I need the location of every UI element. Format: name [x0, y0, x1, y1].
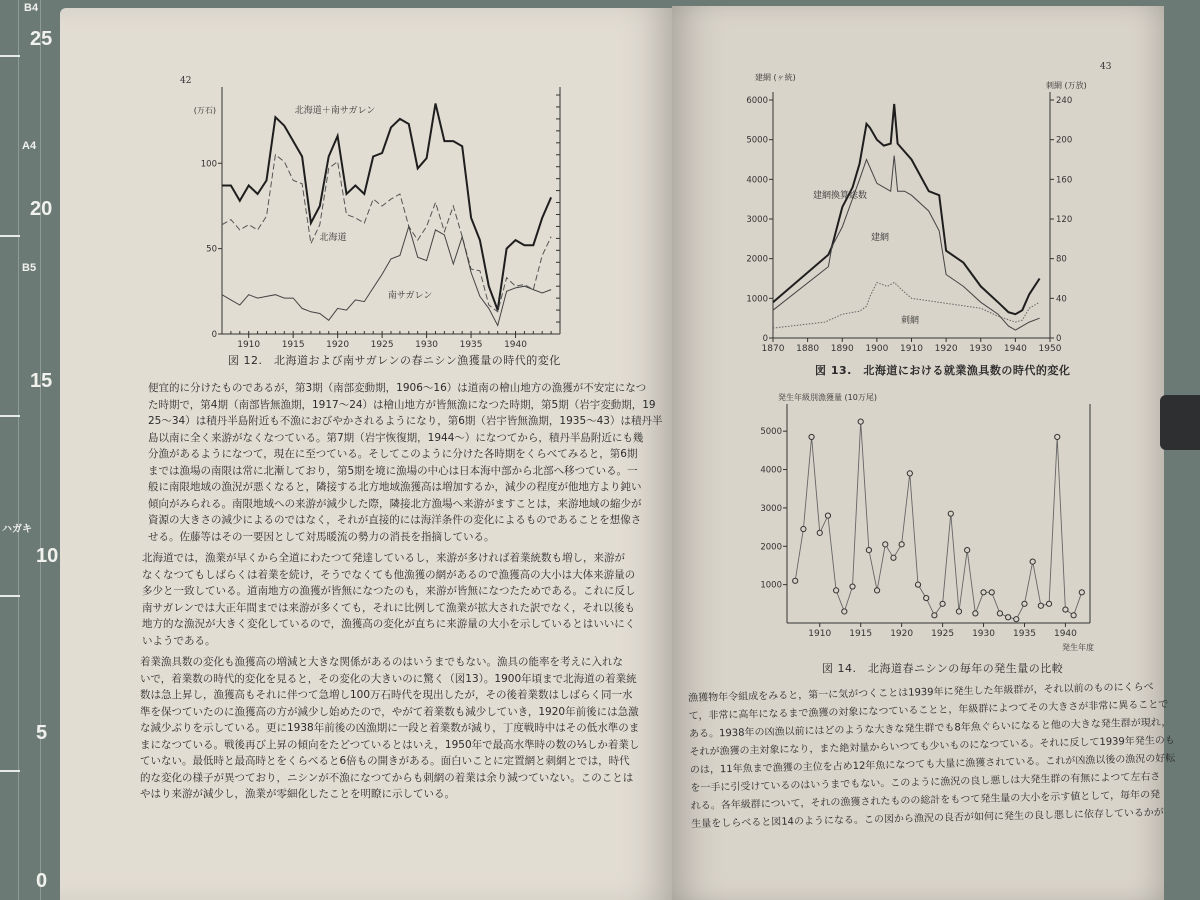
right-paragraph	[688, 678, 1177, 834]
text-line: 般に南限地域の漁況が悪くなると，隣接する北方地域漁獲高は増加するか，減少の程度が他地方より鈍い	[148, 481, 642, 493]
text-line: のは，11年魚まで漁獲の主位を占め12年魚になつても大量に漁獲されている。これが凶漁以後の漁況の好転	[689, 753, 1176, 776]
figure-14-caption: 図 14. 北海道春ニシンの毎年の発生量の比較	[822, 662, 1064, 675]
left-paragraph-3	[140, 654, 639, 803]
data-point-1926	[948, 511, 953, 516]
series-label-tateami: 建網	[870, 233, 890, 243]
data-point-1930	[981, 590, 986, 595]
ruler-label-postcard: ハガキ	[2, 524, 32, 535]
x-tick-label: 1910	[808, 629, 832, 639]
data-point-1923	[924, 595, 929, 600]
y-axis-unit-label: (万石)	[193, 106, 216, 115]
data-point-1937	[1038, 603, 1043, 608]
y-tick-label: 1000	[760, 580, 782, 591]
text-line: いで，着業数の時代的変化を見ると，その変化の大きいのに驚く（図13）。1900年頃まで北海道の着業統	[140, 672, 637, 685]
text-line: まになつている。戦後再び上昇の傾向をたどつているとはいえ，1950年で最高水準時の数の⅓しか着業し	[140, 738, 640, 751]
text-line: 資源の大きさの減少によるのではなく，それが直接的には海洋条件の変化によるものであることを想像さ	[148, 514, 642, 526]
text-line: ある。1938年の凶漁以前にはどのような大きな発生群でも8年魚ぐらいになると他の大きな発生群が現れ，	[688, 717, 1172, 740]
y-tick-label: 5000	[746, 135, 768, 146]
data-point-1909	[809, 434, 814, 439]
x-tick-label: 1870	[761, 344, 785, 354]
x-tick-label: 1940	[1053, 629, 1077, 639]
y-tick-label: 6000	[746, 96, 768, 106]
text-line: 多少と一致している。道南地方の漁獲が皆無になつたのも，来游が皆無になつたためである。これに反し	[142, 585, 636, 597]
y-tick-label: 100	[200, 159, 217, 170]
data-point-1921	[907, 471, 912, 476]
figure-13-chart	[746, 72, 1086, 354]
x-tick-label: 1880	[796, 344, 820, 354]
data-point-1938	[1046, 601, 1051, 606]
figure-13-caption: 図 13. 北海道における就業漁具数の時代的変化	[815, 364, 1071, 377]
text-line: なくなつてもしばらくは着業を続け，そうでなくても他漁獲の網があるので漁獲高の大小は大体来游量の	[142, 568, 636, 581]
data-point-1917	[874, 588, 879, 593]
ruler-label-b4: B4	[24, 2, 39, 14]
data-point-1934	[1014, 617, 1019, 622]
data-point-1942	[1079, 590, 1084, 595]
y-tick-label: 4000	[760, 465, 782, 476]
data-point-1914	[850, 584, 855, 589]
text-line: 的な変化の様子が異つており，ニシンが不漁になつてからも刺網の着業は余り減つていない。このことは	[140, 771, 634, 784]
figure-12-chart	[194, 87, 560, 350]
y-tick-label: 0	[762, 334, 768, 344]
ruler-label-10: 10	[36, 545, 59, 567]
y-tick-label: 4000	[746, 175, 768, 186]
x-tick-label: 1950	[1038, 344, 1062, 354]
data-point-1928	[965, 548, 970, 553]
ruler-label-15: 15	[30, 370, 53, 392]
text-line: せる。佐藤等はその一要因として対馬暖流の勢力の消長を指摘している。	[148, 530, 495, 543]
text-line: 傾向がみられる。南限地域への来游が減少した際，隣接北方漁場へ来游がますことは，来游地域の縮少が	[148, 497, 642, 510]
data-point-1922	[915, 582, 920, 587]
data-point-1929	[973, 611, 978, 616]
text-line: 南サガレンでは大正年間までは来游が多くても，それに比例して漁業が拡大された訳でなく，それ以後も	[142, 601, 635, 614]
ruler-label-20: 20	[30, 198, 53, 220]
text-line: 生量をしらべると図14のようになる。この図から漁況の良否が如何に発生の良し悪しに依存しているかが	[691, 807, 1165, 830]
data-point-1931	[989, 590, 994, 595]
y2-tick-label: 160	[1056, 175, 1073, 186]
text-line: て，非常に高年になるまで漁獲の対象になつていることと，年級群によつてその大きさが非常に異ることで	[688, 699, 1169, 722]
text-line: 漁獲物年令組成をみると，第一に気がつくことは1939年に発生した年級群が，それ以前のものにくらべ	[688, 681, 1154, 704]
text-line: た時期で，第4期（南部皆無漁期，1917～24）は檜山地方が皆無漁になつた時期，第5期（岩宇変動期，19	[148, 398, 656, 411]
data-point-1913	[842, 609, 847, 614]
text-line: 25～34）は積丹半島附近も不漁におびやかされるようになり，第6期（岩宇皆無漁期，1935～43）は積丹半	[148, 415, 663, 427]
figure-14-chart	[760, 392, 1094, 652]
y-tick-label: 1000	[746, 294, 768, 305]
data-point-1925	[940, 601, 945, 606]
data-point-1932	[997, 611, 1002, 616]
left-paragraph-1	[148, 380, 662, 545]
ruler-label-25: 25	[30, 28, 53, 50]
series-line-建網換算総数	[773, 104, 1040, 314]
y2-tick-label: 40	[1056, 294, 1067, 305]
x-tick-label: 1910	[900, 344, 923, 354]
text-line: それが漁獲の主対象になり，また絶対量からいつても少いものになつている。それに反して1939年発生のも	[689, 735, 1175, 758]
series-label-hokkaido: 北海道	[319, 233, 347, 243]
data-point-1910	[817, 530, 822, 535]
x-tick-label: 1935	[459, 340, 483, 350]
figure-12-caption: 図 12. 北海道および南サガレンの春ニシン漁獲量の時代的変化	[228, 354, 561, 367]
series-label-total: 建網換算総数	[812, 191, 868, 201]
text-line: を一手に引受けているのはいうまでもない。このように漁況の良し悪しは大発生群の有無によつて左右さ	[690, 771, 1161, 794]
series-label-total: 北海道＋南サガレン	[294, 106, 376, 116]
x-tick-label: 1940	[504, 340, 527, 350]
x-tick-label: 1920	[934, 344, 958, 354]
text-line: までは漁場の南限は常に北漸しており，第5期を境に漁場の中心は日本海中部から北部へ移つている。一	[148, 464, 638, 477]
y-tick-label: 5000	[760, 427, 782, 438]
x-tick-label: 1920	[890, 629, 914, 639]
data-point-1940	[1063, 607, 1068, 612]
x-tick-label: 1915	[849, 629, 873, 639]
x-tick-label: 1925	[370, 340, 394, 350]
series-label-sashiami: 刺網	[900, 316, 920, 326]
data-point-1912	[834, 588, 839, 593]
data-point-1915	[858, 419, 863, 424]
ruler-label-a4: A4	[22, 140, 37, 152]
y-axis-label: 発生年級別漁獲量 (10万尾)	[778, 393, 877, 402]
data-point-1933	[1006, 615, 1011, 620]
data-point-1920	[899, 542, 904, 547]
x-axis-label: 発生年度	[1062, 643, 1094, 652]
text-line: 島以南に全く来游がなくなつている。第7期（岩宇恢復期，1944～）になつてから，積丹半島附近にも幾	[148, 431, 644, 444]
page-number-right: 43	[1100, 62, 1112, 72]
data-point-1907	[793, 578, 798, 583]
text-line: 北海道では，漁業が早くから全道にわたつて発達しているし，来游が多ければ着業統数も増し，来游が	[142, 552, 625, 564]
data-point-1916	[866, 548, 871, 553]
text-line: 便宜的に分けたものであるが，第3期（南部変動期，1906～16）は道南の檜山地方の漁獲が不安定になつ	[148, 382, 647, 394]
x-tick-label: 1930	[415, 340, 439, 350]
text-line: やはり来游が減少し，漁業が零細化したことを明瞭に示している。	[140, 788, 455, 800]
data-point-1941	[1071, 613, 1076, 618]
y-tick-label: 3000	[760, 503, 782, 514]
data-point-1927	[956, 609, 961, 614]
data-point-1924	[932, 613, 937, 618]
x-tick-label: 1925	[931, 629, 955, 639]
text-line: ていない。最低時と最高時とをくらべると6倍もの開きがある。面白いことに定置網と刺網とでは，時代	[140, 755, 630, 767]
text-line: いようである。	[142, 634, 216, 647]
x-tick-label: 1920	[326, 340, 350, 350]
page-number-left: 42	[180, 76, 192, 86]
y2-tick-label: 120	[1056, 215, 1073, 225]
x-tick-label: 1935	[1013, 629, 1036, 639]
y-tick-label: 2000	[760, 542, 782, 553]
x-tick-label: 1910	[237, 340, 261, 350]
y2-axis-label: 刺網 (万放)	[1046, 81, 1087, 90]
ruler-label-0: 0	[36, 870, 48, 892]
text-line: 地方的な漁況が大きく変化しているので，漁獲高の変化が直ちに来游量の大小を示しているとはいいにく	[142, 618, 636, 630]
data-point-1919	[891, 555, 896, 560]
y2-tick-label: 0	[1056, 334, 1062, 344]
y2-tick-label: 80	[1056, 254, 1067, 265]
y-tick-label: 50	[206, 244, 217, 255]
text-line: な減少ぶりを示している。更に1938年前後の凶漁期に一段と着業数が減り，丁度戦時中はその低水準のま	[140, 722, 640, 734]
x-tick-label: 1915	[281, 340, 305, 350]
ruler-label-b5: B5	[22, 262, 37, 274]
text-line: れる。各年級群について，それの漁獲されたものの総計をもつて発生量の大小を示す値として，毎年の発	[690, 789, 1161, 812]
x-tick-label: 1930	[969, 344, 993, 354]
series-line-北海道＋南サガレン	[222, 104, 551, 311]
text-line: 着業漁具数の変化も漁獲高の増減と大きな関係があるのはいうまでもない。漁具の能率を考えに入れな	[140, 656, 623, 668]
text-line: 分漁があるようになつて，現在に至つている。そしてこのように分けた各時期をくらべてみると，第6期	[148, 448, 638, 460]
text-line: 数は急上昇し，漁獲高もそれに伴つて急増し100万石時代を現出したが，その後着業数はしばらく同一水	[140, 689, 633, 701]
series-label-sakhalin: 南サガレン	[387, 291, 433, 301]
y-tick-label: 2000	[746, 254, 768, 265]
y-tick-label: 3000	[746, 215, 768, 225]
data-point-1908	[801, 526, 806, 531]
data-point-1935	[1022, 601, 1027, 606]
y-tick-label: 0	[211, 330, 217, 340]
data-point-1918	[883, 542, 888, 547]
ruler-label-5: 5	[36, 722, 48, 744]
data-point-1939	[1055, 434, 1060, 439]
x-tick-label: 1900	[865, 344, 889, 354]
data-point-1911	[825, 513, 830, 518]
data-point-1936	[1030, 559, 1035, 564]
left-paragraph-2	[142, 550, 636, 649]
x-tick-label: 1940	[1003, 344, 1027, 354]
x-tick-label: 1890	[830, 344, 854, 354]
y2-tick-label: 200	[1056, 135, 1073, 146]
x-tick-label: 1930	[972, 629, 995, 639]
y2-tick-label: 240	[1056, 96, 1073, 106]
text-line: 準を保つていたのに漁獲高の方が減少し始めたので，やがて着業数も減少していき，1920年前後には急激	[140, 705, 639, 718]
y-axis-label: 建網 (ヶ統)	[755, 73, 796, 82]
